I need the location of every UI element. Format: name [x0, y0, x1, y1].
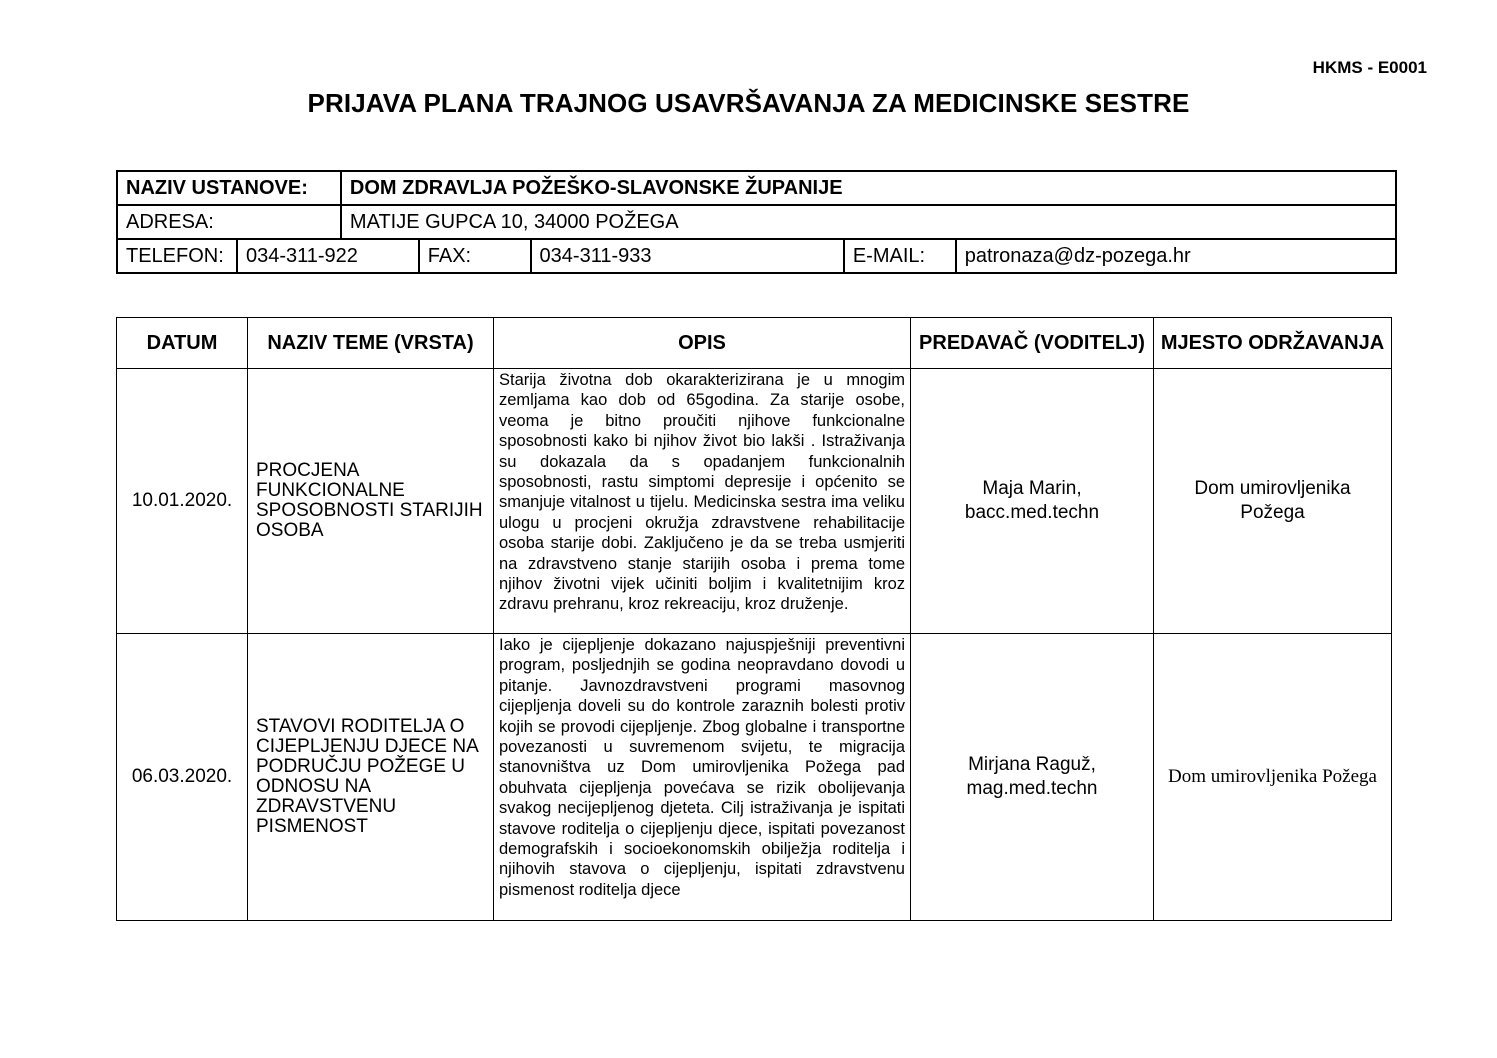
education-plan-table	[116, 317, 1392, 921]
row-location: Dom umirovljenika Požega	[1154, 634, 1392, 921]
row-description-text: Iako je cijepljenje dokazano najuspješniji preventivni program, posljednjih se godina neopravdano dovodi u pitanje. Javnozdravstveni programi masovnog cijepljenja doveli su do kontrole zaraznih bolesti protiv kojih se provodi cijepljenje. Zbog globalne i transportne povezanosti u suvremenom svijetu, te migracija stanovništva uz Dom umirovljenika Požega pad obuhvata cijepljenja povećava se rizik obolijevanja svakog necijepljenog djeteta. Cilj istraživanja je ispitati stavove roditelja o cijepljenju djece, ispitati povezanost demografskih i socioekonomskih obilježja roditelja i njihovih stavova o cijepljenju, ispitati zdravstvenu pismenost roditelja djece	[499, 636, 905, 899]
institution-name-row	[117, 171, 1396, 205]
table-row	[117, 634, 1392, 921]
header-location: MJESTO ODRŽAVANJA	[1154, 318, 1392, 369]
institution-contact-row	[117, 239, 1396, 273]
document-code: HKMS - E0001	[1312, 58, 1427, 77]
row-lecturer: Mirjana Raguž, mag.med.techn	[911, 634, 1154, 921]
address-label: ADRESA:	[117, 205, 341, 239]
header-lecturer: PREDAVAČ (VODITELJ)	[911, 318, 1154, 369]
row-date: 06.03.2020.	[117, 634, 248, 921]
email-value[interactable]: patronaza@dz-pozega.hr	[956, 239, 1396, 273]
institution-name-value: DOM ZDRAVLJA POŽEŠKO-SLAVONSKE ŽUPANIJE	[341, 171, 1396, 205]
row-topic: PROCJENA FUNKCIONALNE SPOSOBNOSTI STARIJIH OSOBA	[248, 369, 494, 634]
institution-address-row	[117, 205, 1396, 239]
document-title: PRIJAVA PLANA TRAJNOG USAVRŠAVANJA ZA MEDICINSKE SESTRE	[307, 88, 1190, 118]
row-topic: STAVOVI RODITELJA O CIJEPLJENJU DJECE NA PODRUČJU POŽEGE U ODNOSU NA ZDRAVSTVENU PISMENOST	[248, 634, 494, 921]
fax-label: FAX:	[419, 239, 531, 273]
header-date: DATUM	[117, 318, 248, 369]
header-topic: NAZIV TEME (VRSTA)	[248, 318, 494, 369]
phone-value: 034-311-922	[237, 239, 419, 273]
row-description	[494, 634, 911, 921]
email-label: E-MAIL:	[844, 239, 956, 273]
institution-info-table	[116, 170, 1397, 274]
header-description: OPIS	[494, 318, 911, 369]
phone-label: TELEFON:	[117, 239, 237, 273]
row-location: Dom umirovljenika Požega	[1154, 369, 1392, 634]
fax-value: 034-311-933	[531, 239, 844, 273]
table-row	[117, 369, 1392, 634]
institution-name-label: NAZIV USTANOVE:	[117, 171, 341, 205]
row-lecturer: Maja Marin, bacc.med.techn	[911, 369, 1154, 634]
address-value: MATIJE GUPCA 10, 34000 POŽEGA	[341, 205, 1396, 239]
row-description	[494, 369, 911, 634]
plan-header-row	[117, 318, 1392, 369]
row-description-text: Starija životna dob okarakterizirana je u mnogim zemljama kao dob od 65godina. Za starije osobe, veoma je bitno proučiti njihove funkcionalne sposobnosti kako bi njihov život bio lakši . Istraživanja su dokazala da s opadanjem funkcionalnih sposobnosti, rastu simptomi depresije i općenito se smanjuje vitalnost u tijelu. Medicinska sestra ima veliku ulogu u procjeni okružja zdravstvene rehabilitacije osoba starije dobi. Zaključeno je da se treba usmjeriti na zdravstveno stanje starijih osoba i prema tome njihov životni vijek učiniti boljim i kvalitetnijim kroz zdravu prehranu, kroz rekreaciju, kroz druženje.	[499, 371, 905, 614]
row-date: 10.01.2020.	[117, 369, 248, 634]
